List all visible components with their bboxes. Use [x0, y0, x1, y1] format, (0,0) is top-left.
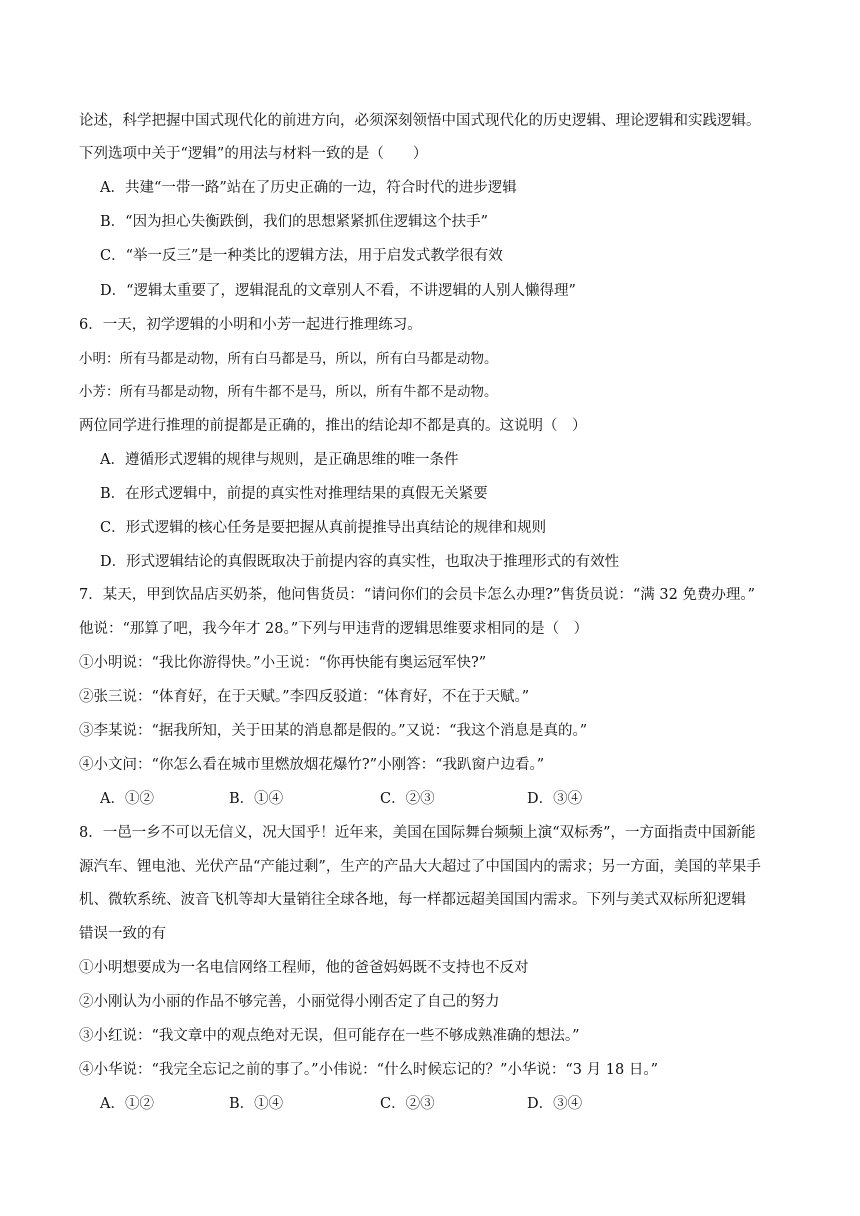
q8-stem-line-4: 错误一致的有: [79, 926, 166, 942]
q5-option-d: D．“逻辑太重要了，逻辑混乱的文章别人不看，不讲逻辑的人别人懒得理”: [100, 283, 576, 299]
q6-option-b: B．在形式逻辑中，前提的真实性对推理结果的真假无关紧要: [100, 486, 488, 502]
q8-choice-a: A．①②: [100, 1096, 154, 1112]
q6-option-c: C．形式逻辑的核心任务是要把握从真前提推导出真结论的规律和规则: [100, 520, 547, 536]
q8-item-3: ③小红说：“我文章中的观点绝对无误，但可能存在一些不够成熟准确的想法。”: [79, 1028, 580, 1044]
q6-xiaofang-reasoning: 小芳：所有马都是动物，所有牛都不是马，所以，所有牛都不是动物。: [79, 384, 498, 400]
q7-choice-b: B．①④: [229, 791, 284, 807]
q8-item-2: ②小刚认为小丽的作品不够完善，小丽觉得小刚否定了自己的努力: [79, 994, 500, 1010]
q6-question: 两位同学进行推理的前提都是正确的，推出的结论却不都是真的。这说明（ ）: [79, 418, 587, 434]
q5-option-b: B．“因为担心失衡跌倒，我们的思想紧紧抓住逻辑这个扶手”: [100, 214, 488, 230]
q7-choice-c: C．②③: [380, 791, 435, 807]
q6-option-a: A．遵循形式逻辑的规律与规则，是正确思维的唯一条件: [100, 452, 459, 468]
q8-choice-d: D．③④: [527, 1096, 583, 1112]
q8-choice-c: C．②③: [380, 1096, 435, 1112]
q7-item-2: ②张三说：“体育好，在于天赋。”李四反驳道：“体育好，不在于天赋。”: [79, 689, 530, 705]
q8-stem-line-2: 源汽车、锂电池、光伏产品“产能过剩”，生产的产品大大超过了中国国内的需求；另一方面，美国的苹果手: [79, 859, 761, 875]
q7-stem-line-2: 他说：“那算了吧，我今年才 28。”下列与甲违背的逻辑思维要求相同的是（ ）: [79, 621, 589, 637]
q5-stem-line-1: 论述，科学把握中国式现代化的前进方向，必须深刻领悟中国式现代化的历史逻辑、理论逻辑和实践逻辑。: [79, 113, 761, 129]
q8-choice-b: B．①④: [229, 1096, 284, 1112]
q7-choice-d: D．③④: [527, 791, 583, 807]
q7-item-4: ④小文问：“你怎么看在城市里燃放烟花爆竹?”小刚答：“我趴窗户边看。”: [79, 757, 545, 773]
q7-stem-line-1: 7．某天，甲到饮品店买奶茶，他问售货员：“请问你们的会员卡怎么办理?”售货员说：“满 32 免费办理。”: [79, 587, 756, 603]
q5-option-c: C．“举一反三”是一种类比的逻辑方法，用于启发式教学很有效: [100, 248, 503, 264]
q5-stem-line-2: 下列选项中关于“逻辑”的用法与材料一致的是（ ）: [79, 146, 428, 162]
q6-xiaoming-reasoning: 小明：所有马都是动物，所有白马都是马，所以，所有白马都是动物。: [79, 351, 498, 367]
q8-stem-line-3: 机、微软系统、波音飞机等却大量销往全球各地，每一样都远超美国国内需求。下列与美式双标所犯逻辑: [79, 892, 746, 908]
q7-item-3: ③李某说：“据我所知，关于田某的消息都是假的。”又说：“我这个消息是真的。”: [79, 723, 588, 739]
q7-item-1: ①小明说：“我比你游得快。”小王说：“你再快能有奥运冠军快?”: [79, 655, 487, 671]
q8-choices: [100, 1094, 720, 1114]
q8-stem-line-1: 8．一邑一乡不可以无信义，况大国乎！近年来，美国在国际舞台频频上演“双标秀”，一方面指责中国新能: [79, 825, 756, 841]
q7-choices: [100, 789, 720, 809]
q6-option-d: D．形式逻辑结论的真假既取决于前提内容的真实性，也取决于推理形式的有效性: [100, 554, 620, 570]
q5-option-a: A．共建“一带一路”站在了历史正确的一边，符合时代的进步逻辑: [100, 180, 517, 196]
q8-item-1: ①小明想要成为一名电信网络工程师，他的爸爸妈妈既不支持也不反对: [79, 960, 529, 976]
q8-item-4: ④小华说：“我完全忘记之前的事了。”小伟说：“什么时候忘记的？”小华说：“3 月 18 日。”: [79, 1062, 658, 1078]
q7-choice-a: A．①②: [100, 791, 154, 807]
q6-stem: 6．一天，初学逻辑的小明和小芳一起进行推理练习。: [79, 317, 422, 333]
